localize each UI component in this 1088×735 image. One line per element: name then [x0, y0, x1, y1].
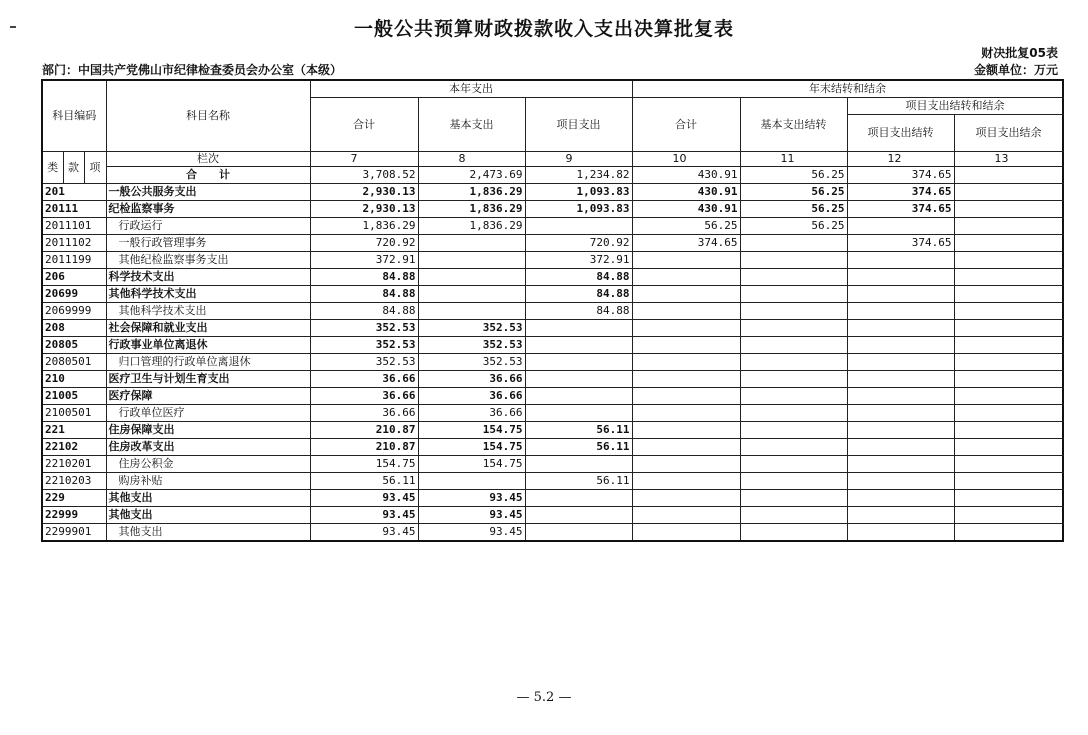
subject-name: 其他支出 [106, 490, 310, 507]
amount-cell: 154.75 [418, 456, 525, 473]
amount-cell: 56.25 [740, 184, 847, 201]
amount-cell [525, 490, 632, 507]
subject-name: 归口管理的行政单位离退休 [106, 354, 310, 371]
amount-cell [632, 456, 740, 473]
amount-cell [740, 286, 847, 303]
amount-cell: 1,836.29 [418, 201, 525, 218]
data-rows [42, 184, 1063, 542]
amount-cell [954, 439, 1063, 456]
amount-cell [632, 320, 740, 337]
amount-cell [740, 507, 847, 524]
amount-cell: 56.11 [525, 422, 632, 439]
subject-code: 201 [42, 184, 106, 201]
subject-name: 住房保障支出 [106, 422, 310, 439]
amount-cell [847, 286, 954, 303]
amount-cell [847, 320, 954, 337]
sum-label: 合 计 [106, 167, 310, 184]
amount-cell [847, 218, 954, 235]
page-number: — 5.2 — [516, 690, 572, 705]
col-number: 8 [418, 152, 525, 167]
amount-cell [954, 490, 1063, 507]
subject-code: 21005 [42, 388, 106, 405]
header-total: 合计 [310, 98, 418, 152]
subject-name: 社会保障和就业支出 [106, 320, 310, 337]
subject-name: 住房改革支出 [106, 439, 310, 456]
amount-cell [847, 269, 954, 286]
table-row [42, 405, 1063, 422]
col-number: 12 [847, 152, 954, 167]
amount-cell: 374.65 [847, 235, 954, 252]
amount-cell: 93.45 [310, 507, 418, 524]
amount-cell [847, 371, 954, 388]
subject-code: 20111 [42, 201, 106, 218]
amount-cell [632, 252, 740, 269]
amount-cell [418, 286, 525, 303]
amount-cell [847, 388, 954, 405]
amount-cell: 93.45 [418, 524, 525, 542]
col-number: 11 [740, 152, 847, 167]
header-xiang: 项 [84, 152, 106, 184]
amount-cell [418, 252, 525, 269]
table-row [42, 269, 1063, 286]
amount-cell [954, 524, 1063, 542]
amount-cell: 84.88 [310, 303, 418, 320]
amount-cell [525, 320, 632, 337]
amount-cell: 352.53 [418, 337, 525, 354]
table-row [42, 218, 1063, 235]
subject-code: 2210203 [42, 473, 106, 490]
amount-cell [632, 354, 740, 371]
subject-name: 其他支出 [106, 524, 310, 542]
amount-cell [847, 337, 954, 354]
header-lanci: 栏次 [106, 152, 310, 167]
amount-cell [954, 473, 1063, 490]
subject-code: 2299901 [42, 524, 106, 542]
subject-code: 20699 [42, 286, 106, 303]
amount-cell [847, 422, 954, 439]
amount-cell [740, 422, 847, 439]
subject-name: 行政事业单位离退休 [106, 337, 310, 354]
amount-cell: 84.88 [525, 286, 632, 303]
subject-name: 行政单位医疗 [106, 405, 310, 422]
total-cell: 56.25 [740, 167, 847, 184]
amount-cell [954, 201, 1063, 218]
table-row [42, 524, 1063, 542]
col-number: 10 [632, 152, 740, 167]
header-kuan: 款 [63, 152, 84, 184]
amount-cell [632, 337, 740, 354]
page-title: 一般公共预算财政拨款收入支出决算批复表 [353, 18, 734, 40]
amount-cell: 56.11 [525, 473, 632, 490]
budget-table [41, 79, 1064, 542]
subject-code: 2011101 [42, 218, 106, 235]
amount-cell [418, 473, 525, 490]
table-row [42, 286, 1063, 303]
amount-cell [632, 439, 740, 456]
subject-code: 210 [42, 371, 106, 388]
table-row [42, 320, 1063, 337]
amount-cell: 93.45 [418, 507, 525, 524]
total-cell: 3,708.52 [310, 167, 418, 184]
amount-cell: 56.25 [740, 218, 847, 235]
table-row [42, 235, 1063, 252]
amount-cell: 1,093.83 [525, 201, 632, 218]
amount-cell [954, 507, 1063, 524]
amount-cell [847, 490, 954, 507]
subject-code: 2011102 [42, 235, 106, 252]
amount-cell [418, 235, 525, 252]
subject-code: 206 [42, 269, 106, 286]
amount-cell [632, 473, 740, 490]
amount-cell [847, 405, 954, 422]
amount-cell [525, 456, 632, 473]
amount-cell: 2,930.13 [310, 184, 418, 201]
amount-cell [847, 524, 954, 542]
amount-cell [740, 235, 847, 252]
amount-cell: 154.75 [418, 422, 525, 439]
amount-cell: 374.65 [847, 201, 954, 218]
amount-cell [525, 354, 632, 371]
table-row [42, 388, 1063, 405]
col-number: 13 [954, 152, 1063, 167]
amount-cell: 210.87 [310, 439, 418, 456]
amount-cell: 352.53 [310, 354, 418, 371]
amount-cell [954, 235, 1063, 252]
amount-cell [418, 269, 525, 286]
amount-cell: 1,836.29 [310, 218, 418, 235]
amount-cell [632, 371, 740, 388]
amount-cell [632, 422, 740, 439]
amount-cell [847, 473, 954, 490]
amount-cell [954, 456, 1063, 473]
amount-cell [847, 439, 954, 456]
col-number: 9 [525, 152, 632, 167]
amount-cell: 56.25 [632, 218, 740, 235]
subject-name: 科学技术支出 [106, 269, 310, 286]
amount-cell: 352.53 [310, 320, 418, 337]
amount-cell: 372.91 [525, 252, 632, 269]
amount-cell: 2,930.13 [310, 201, 418, 218]
amount-cell [632, 303, 740, 320]
table-row [42, 473, 1063, 490]
table-row [42, 303, 1063, 320]
subject-name: 其他纪检监察事务支出 [106, 252, 310, 269]
amount-cell [525, 405, 632, 422]
table-row [42, 252, 1063, 269]
amount-cell: 93.45 [310, 524, 418, 542]
amount-cell: 720.92 [310, 235, 418, 252]
amount-cell [847, 303, 954, 320]
amount-cell [954, 371, 1063, 388]
amount-cell [740, 337, 847, 354]
amount-cell [740, 269, 847, 286]
amount-cell [740, 456, 847, 473]
subject-name: 其他科学技术支出 [106, 303, 310, 320]
subject-name: 行政运行 [106, 218, 310, 235]
amount-cell [847, 456, 954, 473]
subject-name: 一般行政管理事务 [106, 235, 310, 252]
amount-cell [740, 371, 847, 388]
total-cell: 374.65 [847, 167, 954, 184]
amount-cell [954, 320, 1063, 337]
amount-cell [954, 422, 1063, 439]
amount-cell [847, 252, 954, 269]
table-row [42, 337, 1063, 354]
amount-cell [740, 524, 847, 542]
total-cell: 430.91 [632, 167, 740, 184]
amount-cell: 36.66 [418, 388, 525, 405]
amount-cell: 36.66 [418, 405, 525, 422]
amount-cell [954, 218, 1063, 235]
header-project-carry: 项目支出结转 [847, 115, 954, 152]
subject-name: 医疗卫生与计划生育支出 [106, 371, 310, 388]
form-code: 财决批复05表 [981, 46, 1058, 60]
amount-cell: 36.66 [310, 388, 418, 405]
amount-cell: 720.92 [525, 235, 632, 252]
amount-cell [954, 354, 1063, 371]
amount-cell [525, 507, 632, 524]
subject-code: 2011199 [42, 252, 106, 269]
amount-cell: 84.88 [525, 269, 632, 286]
table-row [42, 422, 1063, 439]
total-cell: 1,234.82 [525, 167, 632, 184]
amount-cell [954, 337, 1063, 354]
amount-cell: 430.91 [632, 184, 740, 201]
subject-name: 一般公共服务支出 [106, 184, 310, 201]
amount-cell: 352.53 [418, 320, 525, 337]
header-basic: 基本支出 [418, 98, 525, 152]
amount-cell: 374.65 [847, 184, 954, 201]
subject-name: 其他支出 [106, 507, 310, 524]
amount-cell: 154.75 [310, 456, 418, 473]
amount-cell [632, 524, 740, 542]
subject-name: 住房公积金 [106, 456, 310, 473]
amount-cell [954, 286, 1063, 303]
amount-cell [632, 388, 740, 405]
subject-code: 2069999 [42, 303, 106, 320]
header-subject-name: 科目名称 [106, 80, 310, 152]
table-row [42, 456, 1063, 473]
subject-name: 其他科学技术支出 [106, 286, 310, 303]
amount-cell: 352.53 [310, 337, 418, 354]
amount-cell [740, 388, 847, 405]
subject-code: 2100501 [42, 405, 106, 422]
amount-cell [632, 490, 740, 507]
amount-cell: 36.66 [418, 371, 525, 388]
amount-cell: 36.66 [310, 371, 418, 388]
amount-cell [525, 337, 632, 354]
amount-cell: 56.11 [525, 439, 632, 456]
amount-cell [740, 405, 847, 422]
header-ye-total: 合计 [632, 98, 740, 152]
table-row [42, 371, 1063, 388]
header-project-balance: 项目支出结余 [954, 115, 1063, 152]
amount-cell: 372.91 [310, 252, 418, 269]
subject-code: 2080501 [42, 354, 106, 371]
total-cell [954, 167, 1063, 184]
amount-cell: 93.45 [418, 490, 525, 507]
header-year-end: 年末结转和结余 [632, 80, 1063, 98]
amount-cell [954, 184, 1063, 201]
amount-cell: 56.25 [740, 201, 847, 218]
amount-cell [740, 252, 847, 269]
subject-code: 2210201 [42, 456, 106, 473]
subject-code: 229 [42, 490, 106, 507]
header-project: 项目支出 [525, 98, 632, 152]
subject-code: 208 [42, 320, 106, 337]
amount-cell: 374.65 [632, 235, 740, 252]
amount-cell [632, 507, 740, 524]
amount-cell [740, 490, 847, 507]
amount-cell [525, 524, 632, 542]
header-ye-basic: 基本支出结转 [740, 98, 847, 152]
amount-cell [954, 303, 1063, 320]
amount-cell: 1,836.29 [418, 184, 525, 201]
amount-cell [632, 286, 740, 303]
amount-cell [954, 388, 1063, 405]
amount-cell [525, 218, 632, 235]
amount-cell [418, 303, 525, 320]
amount-cell [847, 507, 954, 524]
amount-cell [847, 354, 954, 371]
subject-name: 医疗保障 [106, 388, 310, 405]
table-row [42, 490, 1063, 507]
amount-cell: 36.66 [310, 405, 418, 422]
header-subject-code: 科目编码 [42, 80, 106, 152]
amount-cell [954, 252, 1063, 269]
amount-cell [954, 269, 1063, 286]
amount-cell: 56.11 [310, 473, 418, 490]
amount-cell: 430.91 [632, 201, 740, 218]
table-row [42, 439, 1063, 456]
total-cell: 2,473.69 [418, 167, 525, 184]
table-row [42, 184, 1063, 201]
col-number: 7 [310, 152, 418, 167]
amount-cell [632, 405, 740, 422]
subject-code: 22102 [42, 439, 106, 456]
amount-cell: 352.53 [418, 354, 525, 371]
amount-cell: 93.45 [310, 490, 418, 507]
subject-name: 纪检监察事务 [106, 201, 310, 218]
subject-code: 221 [42, 422, 106, 439]
amount-cell: 84.88 [310, 286, 418, 303]
amount-cell [740, 303, 847, 320]
amount-cell [740, 473, 847, 490]
subject-name: 购房补贴 [106, 473, 310, 490]
amount-cell [740, 354, 847, 371]
amount-cell: 84.88 [310, 269, 418, 286]
header-lei: 类 [42, 152, 63, 184]
amount-cell [525, 371, 632, 388]
header-project-balance-group: 项目支出结转和结余 [847, 98, 1063, 115]
amount-cell [954, 405, 1063, 422]
amount-cell [740, 320, 847, 337]
amount-cell: 1,093.83 [525, 184, 632, 201]
table-row [42, 201, 1063, 218]
amount-cell: 84.88 [525, 303, 632, 320]
subject-code: 20805 [42, 337, 106, 354]
subject-code: 22999 [42, 507, 106, 524]
amount-cell [740, 439, 847, 456]
amount-cell [632, 269, 740, 286]
amount-cell: 154.75 [418, 439, 525, 456]
table-row [42, 354, 1063, 371]
amount-unit: 金额单位：万元 [973, 63, 1058, 77]
department-label: 部门：中国共产党佛山市纪律检查委员会办公室（本级） [42, 63, 343, 77]
amount-cell: 1,836.29 [418, 218, 525, 235]
header-current-year: 本年支出 [310, 80, 632, 98]
table-row [42, 507, 1063, 524]
amount-cell [525, 388, 632, 405]
amount-cell: 210.87 [310, 422, 418, 439]
